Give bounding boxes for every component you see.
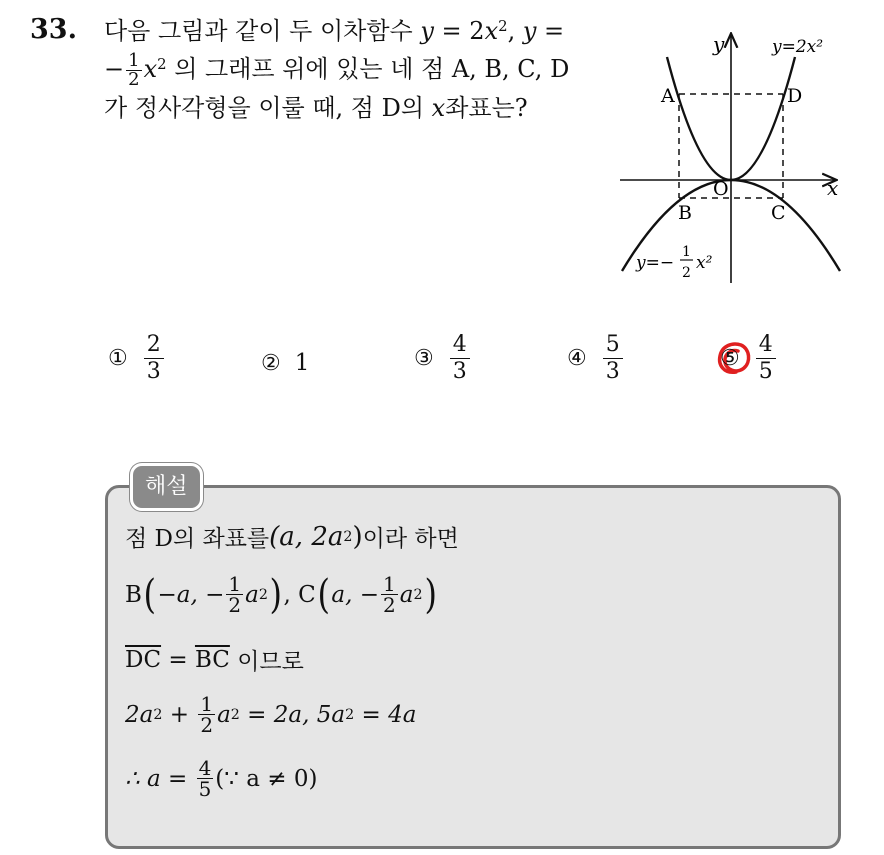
stem-text: 가 정사각형을 이룰 때, 점 D의 xyxy=(104,94,432,122)
solution-line-5 xyxy=(125,758,317,799)
frac-num: 5 xyxy=(603,332,623,359)
upper-curve-label: y=2x² xyxy=(772,37,824,57)
choice-marker: ② xyxy=(261,350,281,376)
frac-den: 5 xyxy=(758,359,773,384)
sol-math: = 2a, 5a xyxy=(239,701,346,728)
point-b-label: B xyxy=(678,202,692,224)
choice-4[interactable] xyxy=(567,332,625,385)
sol-math: a xyxy=(399,581,414,608)
paren-open: ( xyxy=(143,571,156,618)
sol-math: a xyxy=(245,581,259,608)
lower-curve-x: x² xyxy=(696,253,713,273)
lower-curve-frac-num: 1 xyxy=(682,244,691,260)
solution-line-2: B ( −a, − $\frac{1}{2}$ a 2 ) , C ( a, − $\frac{1}{2}$ a 2 ) xyxy=(125,571,437,618)
stem-text: 좌표는? xyxy=(445,94,528,122)
choice-1[interactable] xyxy=(108,332,166,385)
frac-num: 1 xyxy=(128,50,140,71)
question-stem xyxy=(104,12,594,127)
lower-curve-frac-den: 2 xyxy=(682,265,691,281)
stem-text: 다음 그림과 같이 두 이차함수 xyxy=(104,17,421,45)
stem-var: x xyxy=(143,55,158,83)
stem-text: 의 그래프 위에 있는 네 점 A, B, C, D xyxy=(166,55,570,83)
sol-math: = 4a xyxy=(354,701,417,728)
sol-text: = xyxy=(161,646,195,673)
question-number: 33. xyxy=(30,14,77,45)
frac-den: 2 xyxy=(128,69,140,90)
sol-fraction xyxy=(198,694,215,735)
choice-value: 1 xyxy=(294,350,310,376)
stem-exp: 2 xyxy=(157,54,167,73)
stem-exp: 2 xyxy=(498,16,508,35)
stem-var: y xyxy=(522,17,537,45)
frac-den: 2 xyxy=(383,593,396,617)
sol-math: a xyxy=(217,701,231,728)
point-a-label: A xyxy=(661,85,675,107)
sol-text: (∵ a ≠ 0) xyxy=(215,765,318,792)
solution-line-1: 점 D의 좌표를 (a, 2a 2 ) 이라 하면 xyxy=(125,521,459,552)
frac-num: 4 xyxy=(450,332,470,359)
lower-curve-label: y=− xyxy=(636,253,675,273)
sol-math: −a, − xyxy=(157,581,225,608)
answer-choices xyxy=(108,332,828,402)
stem-text: , xyxy=(507,17,523,45)
stem-fraction xyxy=(126,52,141,89)
frac-num: 4 xyxy=(198,756,212,780)
point-c-label: C xyxy=(771,202,786,224)
choice-marker: ④ xyxy=(567,346,587,371)
sol-math: ∴ a = xyxy=(125,765,195,792)
sol-fraction xyxy=(197,758,214,799)
point-d-label: D xyxy=(787,85,803,107)
sol-fraction xyxy=(226,574,243,615)
choice-fraction xyxy=(603,332,623,385)
stem-text: = xyxy=(536,17,565,45)
frac-num: 2 xyxy=(144,332,164,359)
frac-num: 4 xyxy=(756,332,776,359)
origin-label: O xyxy=(713,178,729,200)
stem-text: − xyxy=(104,55,125,83)
paren-open: ( xyxy=(317,571,330,618)
frac-den: 3 xyxy=(605,359,620,384)
choice-fraction xyxy=(144,332,164,385)
solution-line-3 xyxy=(125,643,304,676)
y-axis-label: y xyxy=(713,32,725,56)
solution-line-4: 2a 2 + $\frac{1}{2}$ a 2 = 2a, 5a 2 = 4a xyxy=(125,692,417,737)
solution-tag: 해설 xyxy=(130,463,203,511)
sol-math: 2a xyxy=(125,701,154,728)
segment-bc: $\overline{BC}$ xyxy=(194,646,230,673)
x-axis-label: x xyxy=(827,176,839,200)
sol-text: 이므로 xyxy=(229,649,304,675)
frac-den: 3 xyxy=(146,359,161,384)
paren-close: ) xyxy=(424,571,437,618)
frac-num: 1 xyxy=(228,572,242,596)
sol-text: 점 D의 좌표를 xyxy=(125,526,270,552)
sol-text: 이라 하면 xyxy=(362,526,459,552)
choice-marker: ① xyxy=(108,346,128,371)
sol-math: (a, 2a xyxy=(269,521,344,552)
parabola-graph xyxy=(605,25,867,287)
sol-text: , C xyxy=(283,581,316,608)
sol-fraction xyxy=(381,574,398,615)
sol-math: ) xyxy=(352,521,363,552)
choice-2[interactable] xyxy=(261,350,309,376)
stem-var: x xyxy=(484,17,499,45)
frac-den: 3 xyxy=(452,359,467,384)
sol-math: a, − xyxy=(331,581,379,608)
choice-3[interactable] xyxy=(414,332,472,385)
sol-text: B xyxy=(125,581,142,608)
choice-marker: ③ xyxy=(414,346,434,371)
segment-dc: $\overline{DC}$ xyxy=(125,646,162,673)
choice-fraction xyxy=(450,332,470,385)
stem-var: x xyxy=(431,94,446,122)
frac-den: 2 xyxy=(200,713,214,737)
frac-den: 2 xyxy=(228,593,242,617)
paren-close: ) xyxy=(269,571,282,618)
stem-var: y xyxy=(420,17,434,45)
frac-num: 1 xyxy=(383,572,396,596)
choice-5[interactable] xyxy=(720,332,778,385)
sol-text: + xyxy=(162,701,197,728)
stem-text: = 2 xyxy=(433,17,485,45)
frac-den: 5 xyxy=(198,777,212,801)
frac-num: 1 xyxy=(200,692,214,716)
choice-marker: ⑤ xyxy=(720,346,740,371)
